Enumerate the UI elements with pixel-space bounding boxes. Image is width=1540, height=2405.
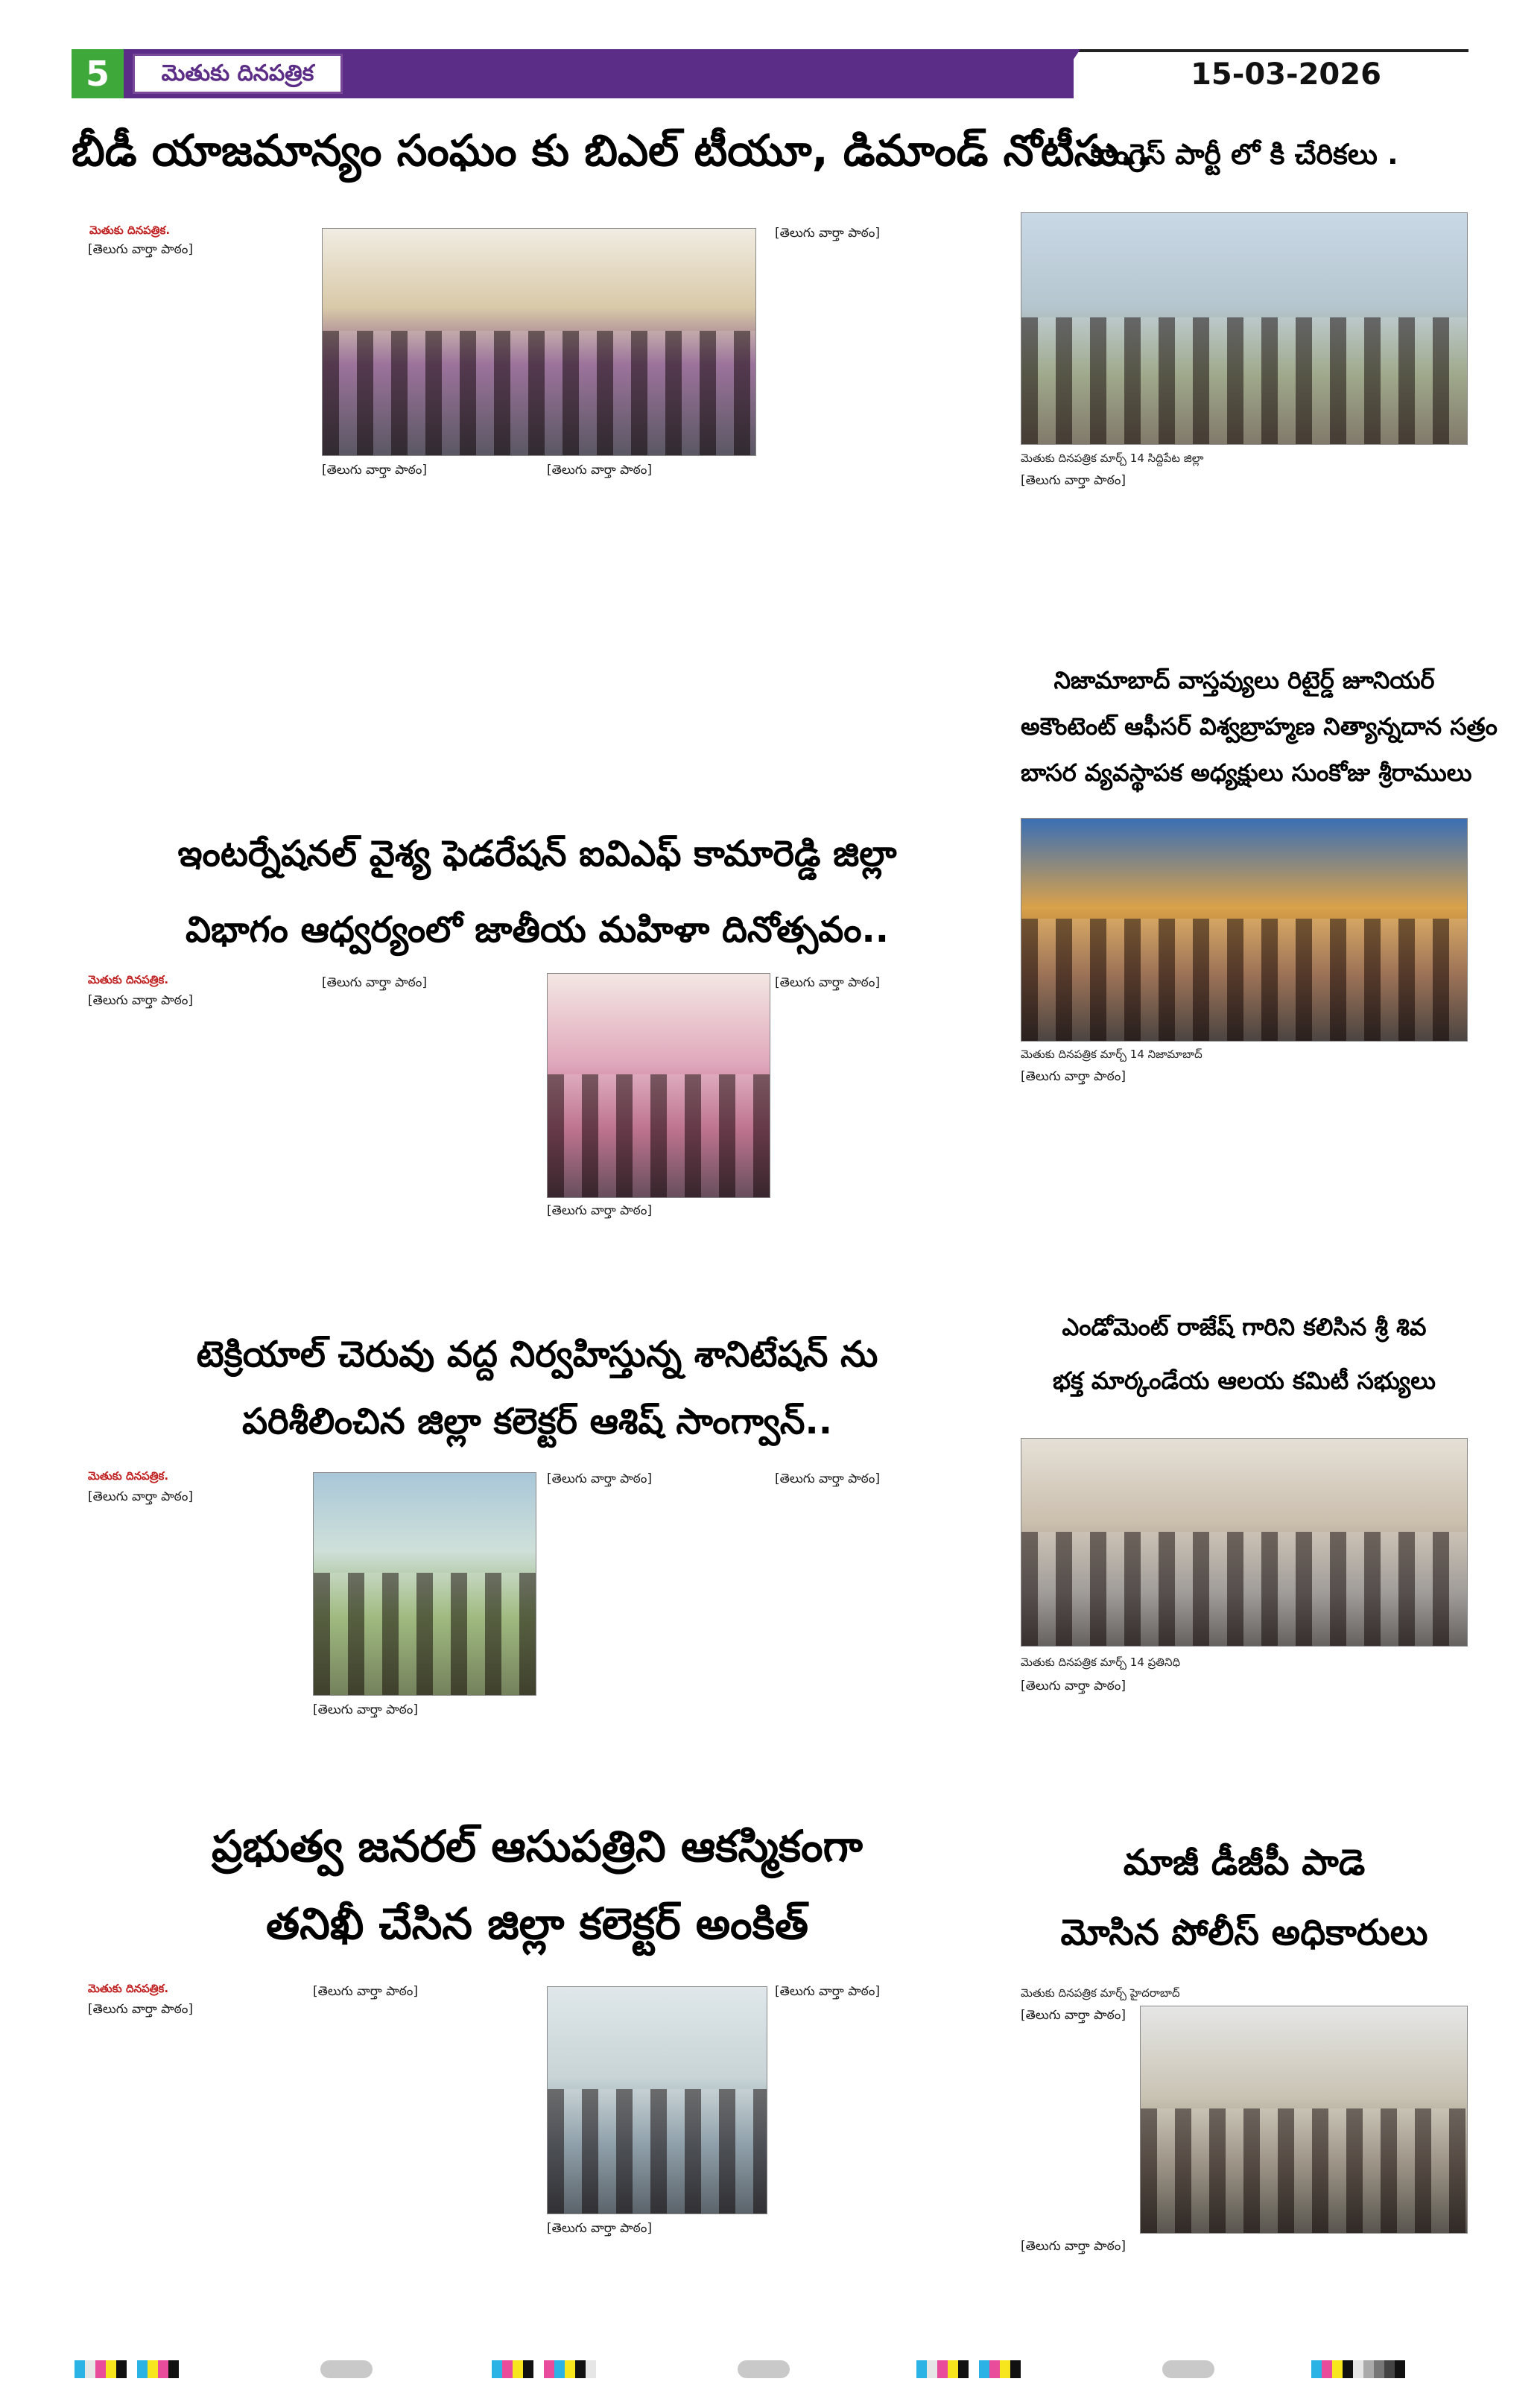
photo-endowment-meeting [1021,1438,1468,1647]
headline-endowment-line-2: భక్త మార్కండేయ ఆలయ కమిటీ సభ్యులు [1053,1366,1436,1395]
headline-congress-joinings: కాంగ్రెస్ పార్టీ లో కి చేరికలు . [1090,138,1398,171]
article-3-column-4: [తెలుగు వార్తా పాఠం] [775,975,880,990]
masthead [72,49,1468,98]
headline-hospital-line-1: ప్రభుత్వ జనరల్ ఆసుపత్రిని ఆకస్మికంగా [212,1821,863,1872]
byline-article-1: మెతుకు దినపత్రిక. [89,224,171,237]
article-5-column-4: [తెలుగు వార్తా పాఠం] [775,1471,880,1486]
photo-ivf-celebration [547,973,770,1198]
article-6-body: [తెలుగు వార్తా పాఠం] [1021,1679,1126,1693]
byline-article-2: మెతుకు దినపత్రిక మార్చ్ 14 సిద్దిపేట జిల్లా [1021,451,1204,465]
register-mark-3 [1162,2360,1214,2378]
byline-article-8: మెతుకు దినపత్రిక మార్చ్ హైదరాబాద్ [1021,1986,1180,2000]
photo-dgp-funeral [1140,2006,1468,2234]
article-4-body: [తెలుగు వార్తా పాఠం] [1021,1069,1126,1084]
headline-dgp-line-2: మోసిన పోలీస్ అధికారులు [1060,1912,1428,1954]
page-number: 5 [72,49,124,98]
byline-article-5: మెతుకు దినపత్రిక. [88,1469,169,1483]
color-bar-center-left [492,2360,596,2378]
article-7-column-4: [తెలుగు వార్తా పాఠం] [775,1984,880,1999]
article-1-column-3: [తెలుగు వార్తా పాఠం] [547,463,652,478]
article-5-column-3: [తెలుగు వార్తా పాఠం] [547,1471,652,1486]
newspaper-logo: మెతుకు దినపత్రిక [133,54,343,94]
headline-ivf-line-2: విభాగం ఆధ్వర్యంలో జాతీయ మహిళా దినోత్సవం.. [185,909,890,951]
article-7-column-3: [తెలుగు వార్తా పాఠం] [547,2221,652,2236]
article-7-column-2: [తెలుగు వార్తా పాఠం] [313,1984,418,1999]
masthead-slant [1048,49,1080,98]
article-3-column-3: [తెలుగు వార్తా పాఠం] [547,1203,652,1218]
color-bar-left [75,2360,179,2378]
headline-dgp-line-1: మాజీ డీజీపీ పాడె [1123,1842,1366,1883]
photo-sunkoju-felicitation [1021,818,1468,1042]
register-mark-2 [738,2360,790,2378]
color-bar-center-right [916,2360,1021,2378]
headline-ivf-line-1: ఇంటర్నేషనల్ వైశ్య ఫెడరేషన్ ఐవిఎఫ్ కామారెడ్డి జిల్లా [177,833,897,875]
article-3-column-1: [తెలుగు వార్తా పాఠం] [88,993,193,1008]
headline-sunkoju-line-3: బాసర వ్యవస్థాపక అధ్యక్షులు సుంకోజు శ్రీరాములు [1021,758,1472,787]
headline-sunkoju-line-2: అకౌంటెంట్ ఆఫీసర్ విశ్వబ్రాహ్మణ నిత్యాన్నదాన సత్రం [1021,712,1498,741]
article-3-column-2: [తెలుగు వార్తా పాఠం] [322,975,427,990]
byline-article-3: మెతుకు దినపత్రిక. [88,973,169,986]
article-2-body: [తెలుగు వార్తా పాఠం] [1021,473,1126,488]
photo-bltu-delegation [322,228,756,456]
photo-hospital-inspection [547,1986,767,2214]
color-bar-right [1311,2360,1416,2378]
byline-article-7: మెతుకు దినపత్రిక. [88,1982,169,1995]
article-1-column-1: [తెలుగు వార్తా పాఠం] [88,242,193,257]
headline-sanitation-line-2: పరిశీలించిన జిల్లా కలెక్టర్ ఆశిష్ సాంగ్వాన్.. [242,1401,832,1442]
headline-bltu-notice: బీడీ యాజమాన్యం సంఘం కు బిఎల్ టీయూ, డిమాండ్ నోటీసు.. [72,125,1153,176]
article-5-column-2: [తెలుగు వార్తా పాఠం] [313,1702,418,1717]
byline-article-4: మెతుకు దినపత్రిక మార్చ్ 14 నిజామాబాద్ [1021,1048,1202,1061]
headline-sunkoju-line-1: నిజామాబాద్ వాస్తవ్యులు రిటైర్డ్ జూనియర్ [1053,666,1435,694]
register-mark-1 [320,2360,373,2378]
article-5-column-1: [తెలుగు వార్తా పాఠం] [88,1489,193,1504]
byline-article-6: మెతుకు దినపత్రిక మార్చ్ 14 ప్రతినిధి [1021,1655,1181,1669]
photo-congress-joining [1021,212,1468,445]
headline-hospital-line-2: తనిఖీ చేసిన జిల్లా కలెక్టర్ అంకిత్ [266,1898,808,1949]
article-1-column-4: [తెలుగు వార్తా పాఠం] [775,226,880,241]
article-1-column-2: [తెలుగు వార్తా పాఠం] [322,463,427,478]
issue-date: 15-03-2026 [1191,57,1381,92]
article-8-body: [తెలుగు వార్తా పాఠం] [1021,2239,1126,2254]
article-8-column-1: [తెలుగు వార్తా పాఠం] [1021,2008,1126,2023]
headline-endowment-line-1: ఎండోమెంట్ రాజేష్ గారిని కలిసిన శ్రీ శివ [1062,1313,1427,1341]
headline-sanitation-line-1: టెక్రియాల్ చెరువు వద్ద నిర్వహిస్తున్న శానిటేషన్ ను [196,1334,878,1375]
article-7-column-1: [తెలుగు వార్తా పాఠం] [88,2002,193,2017]
photo-sanitation-inspection [313,1472,536,1696]
